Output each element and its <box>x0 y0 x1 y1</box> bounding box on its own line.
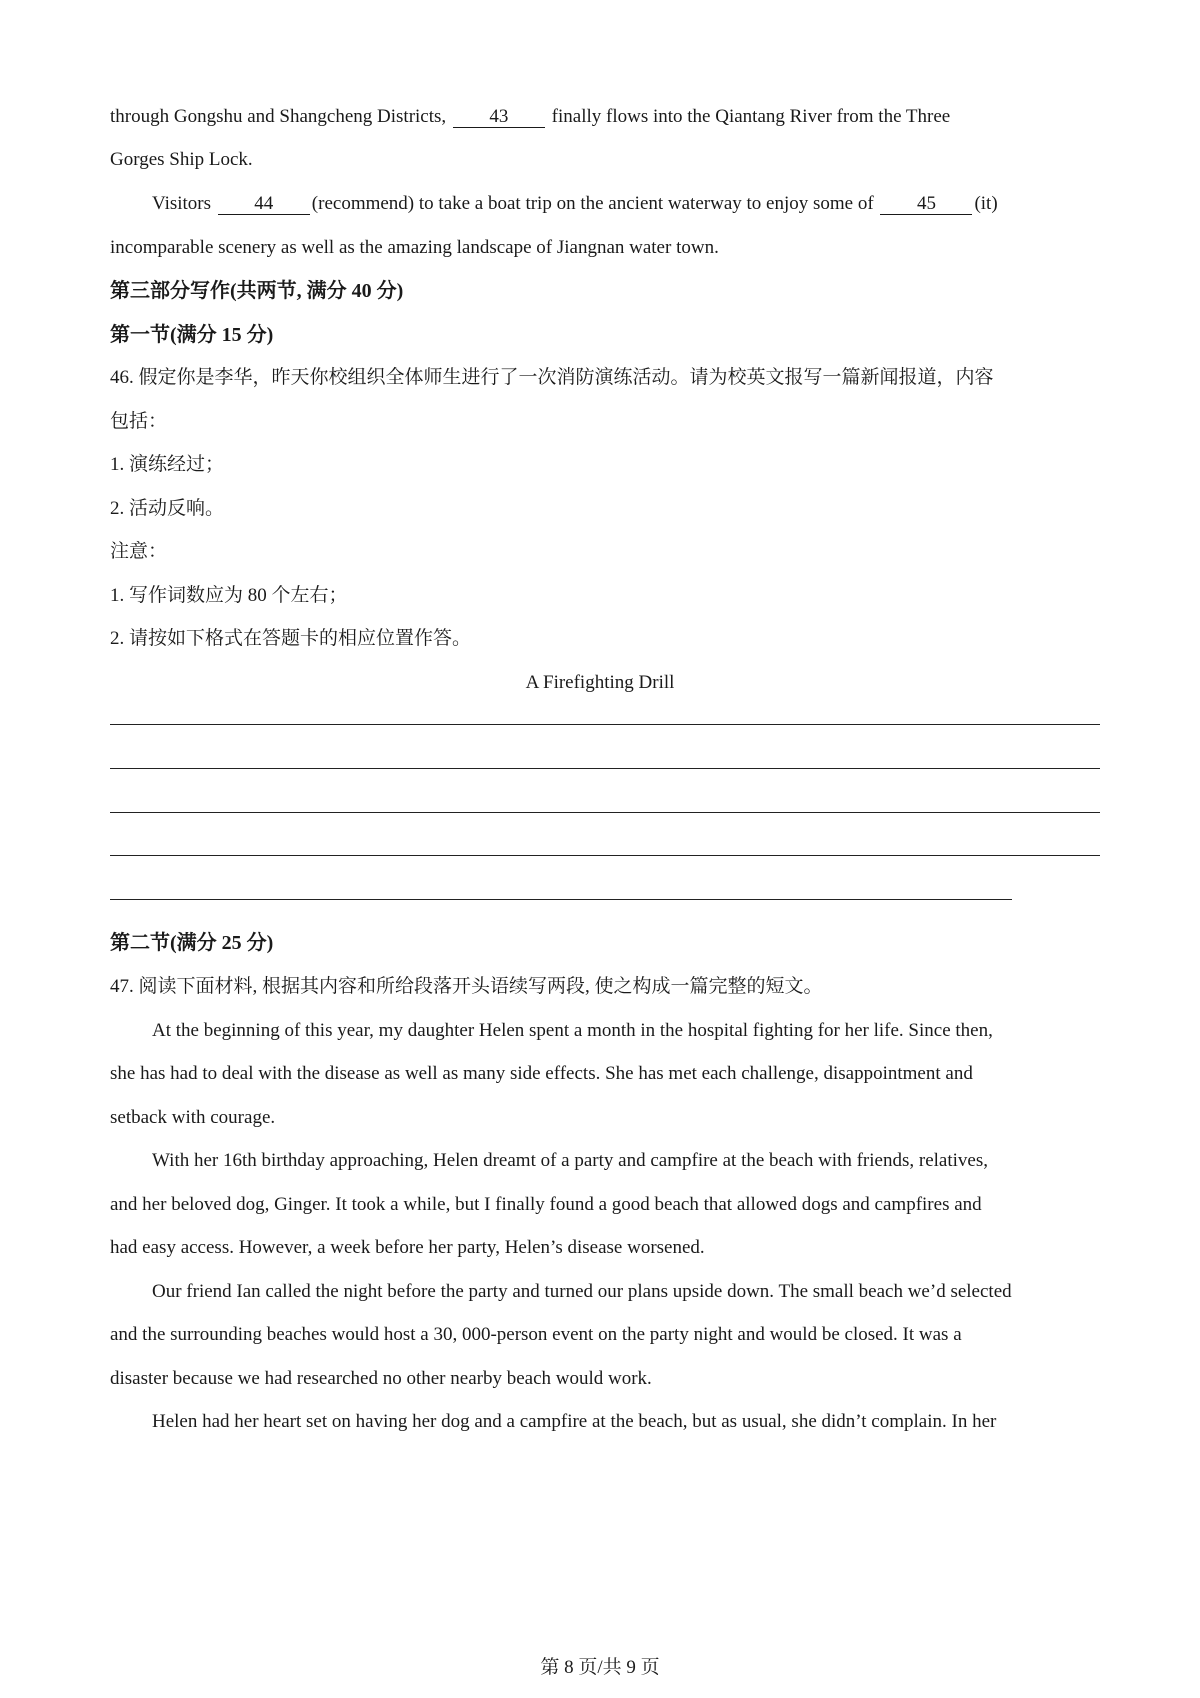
page-number: 第 8 页/共 9 页 <box>540 1657 660 1678</box>
paragraph-line: With her 16th birthday approaching, Helen dreamt of a party and campfire at the beach with friends, relatives, <box>152 1150 988 1171</box>
blank-43: 43 <box>453 107 545 128</box>
paragraph-line: and the surrounding beaches would host a 30, 000-person event on the party night and would be closed. It was a <box>110 1324 962 1345</box>
writing-line[interactable] <box>110 768 1100 769</box>
passage-text: finally flows into the Qiantang River from the Three <box>551 106 951 127</box>
passage-line-2: Gorges Ship Lock. <box>110 149 253 170</box>
content-item: 2. 活动反响。 <box>110 498 225 519</box>
question-46-line-1: 46. 假定你是李华，昨天你校组织全体师生进行了一次消防演练活动。请为校英文报写一篇新闻报道，内容 <box>110 367 994 388</box>
blank-45: 45 <box>880 194 972 215</box>
passage-line-4: incomparable scenery as well as the amazing landscape of Jiangnan water town. <box>110 237 719 258</box>
passage-text: (recommend) to take a boat trip on the ancient waterway to enjoy some of <box>311 193 874 214</box>
passage-line-1 <box>110 104 1100 130</box>
paragraph-line: At the beginning of this year, my daughter Helen spent a month in the hospital fighting for her life. Since then, <box>152 1020 993 1041</box>
part-heading: 第二节(满分 25 分) <box>110 932 274 954</box>
writing-line[interactable] <box>110 812 1100 813</box>
content-item: 1. 演练经过； <box>110 454 225 475</box>
writing-line[interactable] <box>110 899 1012 900</box>
paragraph-line: had easy access. However, a week before her party, Helen’s disease worsened. <box>110 1237 705 1258</box>
paragraph-line: Helen had her heart set on having her dog and a campfire at the beach, but as usual, she didn’t complain. In her <box>152 1411 997 1432</box>
passage-text: through Gongshu and Shangcheng Districts, <box>110 106 447 127</box>
section-heading: 第三部分写作(共两节, 满分 40 分) <box>110 280 404 302</box>
writing-line[interactable] <box>110 855 1100 856</box>
passage-text: Visitors <box>152 193 212 214</box>
writing-line[interactable] <box>110 724 1100 725</box>
passage-line-3 <box>152 191 1100 217</box>
paragraph-line: and her beloved dog, Ginger. It took a while, but I finally found a good beach that allowed dogs and campfires and <box>110 1194 982 1215</box>
question-46-line-2: 包括： <box>110 411 168 432</box>
essay-title: A Firefighting Drill <box>525 672 675 693</box>
note-item: 2. 请按如下格式在答题卡的相应位置作答。 <box>110 628 472 649</box>
passage-text: (it) <box>974 193 998 214</box>
paragraph-line: she has had to deal with the disease as well as many side effects. She has met each challenge, disappointment and <box>110 1063 973 1084</box>
blank-44: 44 <box>218 194 310 215</box>
question-47: 47. 阅读下面材料, 根据其内容和所给段落开头语续写两段, 使之构成一篇完整的短文。 <box>110 976 823 997</box>
paragraph-line: Our friend Ian called the night before the party and turned our plans upside down. The small beach we’d selected <box>152 1281 1012 1302</box>
part-heading: 第一节(满分 15 分) <box>110 324 274 346</box>
note-label: 注意： <box>110 541 168 562</box>
paragraph-line: disaster because we had researched no other nearby beach would work. <box>110 1368 652 1389</box>
paragraph-line: setback with courage. <box>110 1107 276 1128</box>
note-item: 1. 写作词数应为 80 个左右； <box>110 585 348 606</box>
